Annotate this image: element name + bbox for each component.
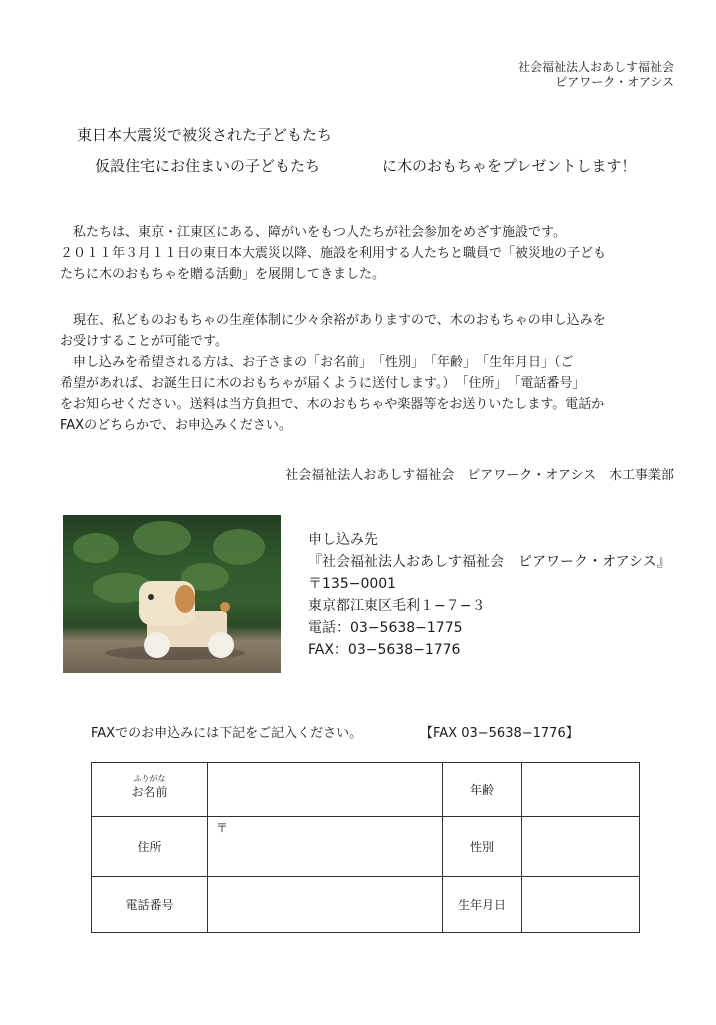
intro-paragraph: [60, 222, 680, 285]
details-line: 現在、私どものおもちゃの生産体制に少々余裕がありますので、木のおもちゃの申し込みを: [73, 313, 606, 328]
address-field[interactable]: [208, 817, 443, 877]
age-field[interactable]: [522, 763, 640, 817]
name-label: お名前: [131, 784, 168, 799]
birthdate-field[interactable]: [522, 877, 640, 933]
details-line: FAXのどちらかで、お申込みください。: [60, 418, 292, 433]
age-label: 年齢: [443, 763, 522, 817]
facility-name: ピアワーク・オアシス: [555, 75, 674, 89]
address-label: 住所: [92, 817, 208, 877]
title-line-2a: 仮設住宅にお住まいの子どもたち: [95, 157, 321, 175]
application-heading: 申し込み先: [308, 532, 378, 548]
fax-instructions: FAXでのお申込みには下記をご記入ください。: [91, 726, 363, 741]
name-field[interactable]: [208, 763, 443, 817]
details-line: 希望があれば、お誕生日に木のおもちゃが届くように送付します。） 「住所」 「電話番号」: [60, 376, 586, 391]
signature: 社会福祉法人おあしす福祉会 ピアワーク・オアシス 木工事業部: [285, 468, 674, 483]
title-line-1: 東日本大震災で被災された子どもたち: [77, 126, 333, 144]
details-line: をお知らせください。送料は当方負担で、木のおもちゃや楽器等をお送りいたします。電話か: [60, 397, 605, 412]
phone-field[interactable]: [208, 877, 443, 933]
details-line: 申し込みを希望される方は、お子さまの「お名前」 「性別」 「年齢」 「生年月日」（ご: [73, 355, 574, 370]
intro-line: ２０１１年３月１１日の東日本大震災以降、施設を利用する人たちと職員で「被災地の子ども: [60, 246, 607, 261]
intro-line: たちに木のおもちゃを贈る活動」を展開してきました。: [60, 267, 386, 282]
fax-number-note: 【FAX 03−5638−1776】: [420, 726, 579, 741]
fax-number: FAX：03−5638−1776: [308, 642, 461, 658]
furigana-label: ふりがな: [133, 773, 166, 783]
postal-mark: 〒: [216, 821, 229, 835]
name-label-cell: [92, 763, 208, 817]
wooden-dog-toy-photo: [63, 515, 281, 673]
organization-header: [518, 60, 674, 90]
application-form: [91, 762, 640, 933]
gender-field[interactable]: [522, 817, 640, 877]
application-info: [308, 529, 671, 661]
birthdate-label: 生年月日: [443, 877, 522, 933]
details-line: お受けすることが可能です。: [60, 334, 228, 349]
title-line-2b: に木のおもちゃをプレゼントします！: [382, 157, 637, 175]
org-name: 社会福祉法人おあしす福祉会: [517, 60, 674, 74]
application-org: 『社会福祉法人おあしす福祉会 ピアワーク・オアシス』: [308, 554, 671, 570]
phone-number: 電話：03−5638−1775: [308, 620, 463, 636]
details-paragraph: [60, 310, 680, 436]
postal-code: 〒135−0001: [308, 576, 397, 592]
dog-toy-icon: [63, 515, 281, 673]
intro-line: 私たちは、東京・江東区にある、障がいをもつ人たちが社会参加をめざす施設です。: [73, 225, 566, 240]
address: 東京都江東区毛利１−７−３: [308, 598, 486, 614]
phone-label: 電話番号: [92, 877, 208, 933]
gender-label: 性別: [443, 817, 522, 877]
